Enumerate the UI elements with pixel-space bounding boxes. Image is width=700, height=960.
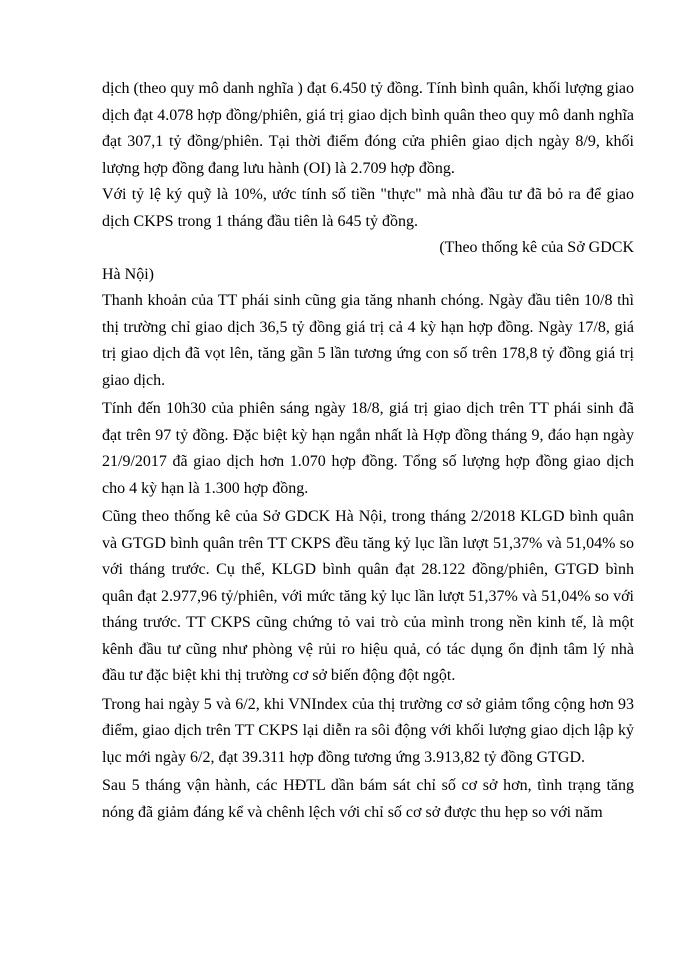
paragraph-liquidity: Thanh khoản của TT phái sinh cũng gia tăng nhanh chóng. Ngày đầu tiên 10/8 thì thị trường chỉ giao dịch 36,5 tỷ đồng giá trị cả 4 kỳ hạn hợp đồng. Ngày 17/8, giá trị giao dịch đã vọt lên, tăng gần 5 lần tương ứng con số trên 178,8 tỷ đồng giá trị giao dịch.	[102, 292, 634, 389]
source-citation-line2: Hà Nội)	[102, 265, 154, 283]
source-citation-line1: (Theo thống kê của Sở GDCK	[439, 239, 634, 256]
paragraph-february-stats: Cũng theo thống kê của Sở GDCK Hà Nội, trong tháng 2/2018 KLGD bình quân và GTGD bình quân trên TT CKPS đều tăng kỷ lục lần lượt 51,37% và 51,04% so với tháng trước. Cụ thể, KLGD bình quân đạt 28.122 đồng/phiên, GTGD bình quân đạt 2.977,96 tỷ/phiên, với mức tăng kỷ lục lần lượt 51,37% và 51,04% so với tháng trước. TT CKPS cũng chứng tỏ vai trò của mình trong nền kinh tế, là một kênh đầu tư cũng như phòng vệ rủi ro hiệu quả, có tác dụng ổn định tâm lý nhà đầu tư đặc biệt khi thị trường cơ sở biến động đột ngột.	[102, 508, 634, 684]
paragraph-vnindex-drop: Trong hai ngày 5 và 6/2, khi VNIndex của thị trường cơ sở giảm tổng cộng hơn 93 điểm, giao dịch trên TT CKPS lại diễn ra sôi động với khối lượng giao dịch lập kỷ lục mới ngày 6/2, đạt 39.311 hợp đồng tương ứng 3.913,82 tỷ đồng GTGD.	[102, 695, 634, 766]
paragraph-morning-session: Tính đến 10h30 của phiên sáng ngày 18/8, giá trị giao dịch trên TT phái sinh đã đạt trên 97 tỷ đồng. Đặc biệt kỳ hạn ngắn nhất là Hợp đồng tháng 9, đáo hạn ngày 21/9/2017 đã giao dịch hơn 1.070 hợp đồng. Tổng số lượng hợp đồng giao dịch cho 4 kỳ hạn là 1.300 hợp đồng.	[102, 400, 634, 497]
paragraph-margin-estimate: Với tỷ lệ ký quỹ là 10%, ước tính số tiền "thực" mà nhà đầu tư đã bỏ ra để giao dịch CKPS trong 1 tháng đầu tiên là 645 tỷ đồng.	[102, 186, 634, 230]
paragraph-trading-summary: dịch (theo quy mô danh nghĩa ) đạt 6.450 tỷ đồng. Tính bình quân, khối lượng giao dịch đạt 4.078 hợp đồng/phiên, giá trị giao dịch bình quân theo quy mô danh nghĩa đạt 307,1 tỷ đồng/phiên. Tại thời điểm đóng cửa phiên giao dịch ngày 8/9, khối lượng hợp đồng đang lưu hành (OI) là 2.709 hợp đồng.	[102, 80, 634, 177]
document-body	[102, 76, 634, 826]
paragraph-five-months: Sau 5 tháng vận hành, các HĐTL dần bám sát chỉ số cơ sở hơn, tình trạng tăng nóng đã giảm đáng kể và chênh lệch với chỉ số cơ sở được thu hẹp so với năm	[102, 777, 634, 821]
